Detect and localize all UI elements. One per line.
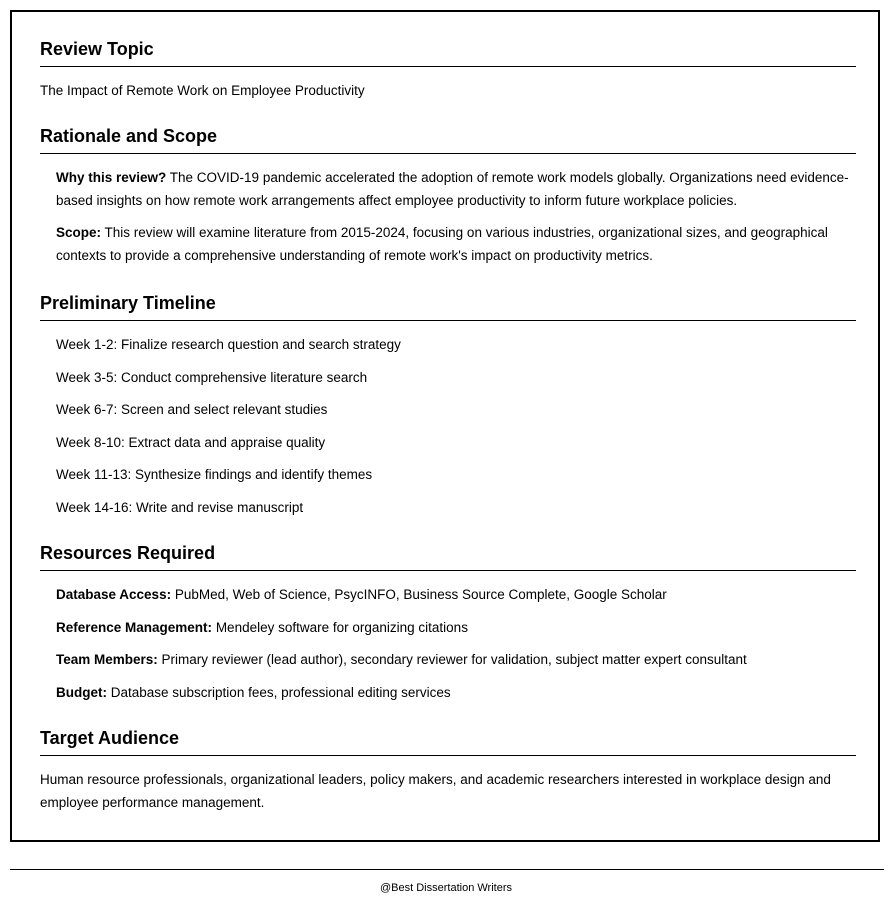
section-target-audience xyxy=(40,727,856,814)
section-rationale-scope xyxy=(40,125,856,267)
resources-heading: Resources Required xyxy=(40,542,856,571)
section-timeline xyxy=(40,292,856,530)
why-text: The COVID-19 pandemic accelerated the adoption of remote work models globally. Organizations need evidence-based insights on how remote work arrangements affect employee productivity to inform future workplace policies. xyxy=(56,170,849,208)
resource-item-team xyxy=(40,650,856,683)
resource-label: Reference Management: xyxy=(56,619,213,635)
scope-paragraph xyxy=(40,221,856,267)
review-topic-heading: Review Topic xyxy=(40,38,856,67)
footer-credit: @Best Dissertation Writers xyxy=(380,882,512,894)
audience-heading: Target Audience xyxy=(40,727,856,756)
rationale-heading: Rationale and Scope xyxy=(40,125,856,154)
footer-divider xyxy=(10,869,884,870)
scope-text: This review will examine literature from 2015-2024, focusing on various industries, organizational sizes, and geographical contexts to provide a comprehensive understanding of remote work's impact on productivity metrics. xyxy=(56,225,828,263)
resource-label: Budget: xyxy=(56,684,107,700)
timeline-item: Week 11-13: Synthesize findings and identify themes xyxy=(56,467,373,482)
resource-item-database xyxy=(40,585,856,618)
resource-item-budget xyxy=(40,683,856,716)
resource-item-reference xyxy=(40,618,856,651)
section-resources xyxy=(40,542,856,715)
timeline-heading: Preliminary Timeline xyxy=(40,292,856,321)
why-paragraph xyxy=(40,166,856,212)
audience-text: Human resource professionals, organizational leaders, policy makers, and academic researchers interested in workplace design and employee performance management. xyxy=(40,772,831,810)
why-label: Why this review? xyxy=(56,170,167,185)
resource-label: Team Members: xyxy=(56,652,158,667)
resource-text: PubMed, Web of Science, PsycINFO, Business Source Complete, Google Scholar xyxy=(171,587,667,602)
timeline-item: Week 14-16: Write and revise manuscript xyxy=(56,499,304,515)
resource-text: Primary reviewer (lead author), secondary reviewer for validation, subject matter expert consultant xyxy=(157,652,747,667)
resource-text: Mendeley software for organizing citations xyxy=(212,619,468,635)
timeline-item: Week 1-2: Finalize research question and search strategy xyxy=(56,337,401,352)
resource-text: Database subscription fees, professional editing services xyxy=(107,684,451,700)
resources-list xyxy=(40,585,856,715)
scope-label: Scope: xyxy=(56,225,102,240)
review-topic-text: The Impact of Remote Work on Employee Productivity xyxy=(40,83,365,98)
timeline-list xyxy=(40,335,856,530)
section-review-topic xyxy=(40,38,856,102)
timeline-item: Week 6-7: Screen and select relevant studies xyxy=(56,402,328,417)
timeline-item: Week 8-10: Extract data and appraise quality xyxy=(56,434,326,450)
document-frame xyxy=(10,10,880,842)
resource-label: Database Access: xyxy=(56,587,172,602)
timeline-item: Week 3-5: Conduct comprehensive literature search xyxy=(56,369,368,385)
